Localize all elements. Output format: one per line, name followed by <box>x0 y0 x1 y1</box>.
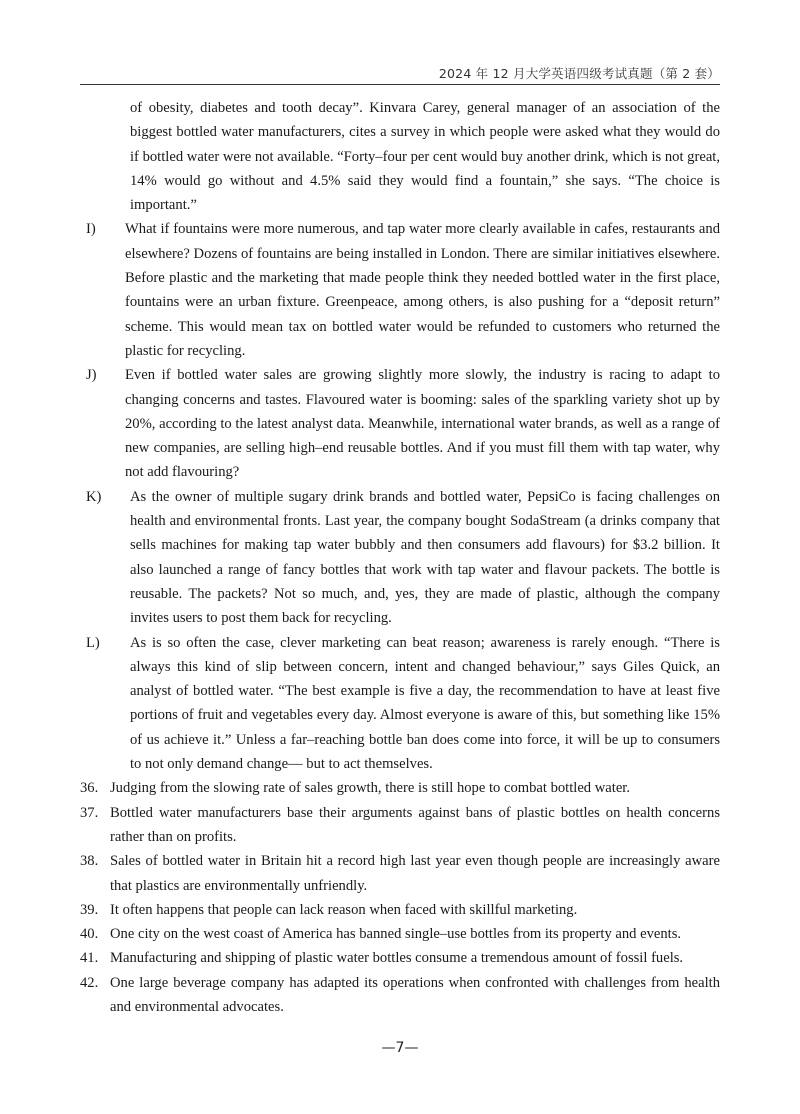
page-number: —7— <box>381 1040 419 1056</box>
paragraph-label: I) <box>86 221 96 238</box>
question-text: Bottled water manufacturers base their arguments against bans of plastic bottles on health concerns rather than on profits. <box>110 804 720 845</box>
question-42 <box>80 971 720 1020</box>
question-text: Judging from the slowing rate of sales growth, there is still hope to combat bottled water. <box>110 780 631 797</box>
question-number: 39. <box>80 901 99 918</box>
paragraph-label: J) <box>86 367 97 384</box>
header-title: 2024 年 12 月大学英语四级考试真题（第 2 套） <box>438 66 720 81</box>
paragraph-k <box>86 485 720 631</box>
question-36 <box>80 776 720 800</box>
paragraph-text: As is so often the case, clever marketing can beat reason; awareness is rarely enough. “There is always this kind of slip between concern, intent and changed behaviour,” says Giles Quick, an analyst of bottled water. “The best example is five a day, the recommendation to have at least five portions of fruit and vegetables every day. Almost everyone is aware of this, but something like 15% of us achieve it.” Unless a far–reaching bottle ban does come into force, it will be up to consumers to not only demand change— but to act themselves. <box>130 634 720 773</box>
paragraph-i <box>86 217 720 363</box>
document-body <box>0 96 800 1019</box>
continuation-paragraph: of obesity, diabetes and tooth decay”. Kinvara Carey, general manager of an association of the biggest bottled water manufacturers, cites a survey in which people were asked what they would do if bottled water were not available. “Forty–four per cent would buy another drink, which is not great, 14% would go without and 4.5% said they would find a fountain,” she says. “The choice is important.” <box>130 100 720 214</box>
paragraph-l <box>86 631 720 777</box>
question-39 <box>80 898 720 922</box>
question-number: 37. <box>80 804 99 821</box>
question-number: 38. <box>80 853 99 870</box>
paragraph-text: What if fountains were more numerous, and tap water more clearly available in cafes, restaurants and elsewhere? Dozens of fountains are being installed in London. There are similar initiatives elsewhere. Before plastic and the marketing that made people think they needed bottled water in the first place, fountains were an urban fixture. Greenpeace, among others, is also pushing for a “deposit return” scheme. This would mean tax on bottled water would be refunded to customers who returned the plastic for recycling. <box>125 221 720 359</box>
paragraph-label: L) <box>86 634 100 651</box>
page-header <box>80 64 720 85</box>
question-number: 36. <box>80 780 99 797</box>
paragraph-label: K) <box>86 488 102 505</box>
paragraph-text: As the owner of multiple sugary drink brands and bottled water, PepsiCo is facing challenges on health and environmental fronts. Last year, the company bought SodaStream (a drinks company that sells machines for making tap water bubbly and then consumers add flavours) for $3.2 billion. It also launched a range of fancy bottles that work with tap water and flavour packets. The bottle is reusable. The packets? Not so much, and, yes, they are made of plastic, although the company invites users to post them back for recycling. <box>130 488 720 627</box>
question-text: One city on the west coast of America has banned single–use bottles from its property and events. <box>110 926 682 943</box>
question-text: One large beverage company has adapted its operations when confronted with challenges from health and environmental advocates. <box>110 974 720 1015</box>
paragraph-text: Even if bottled water sales are growing slightly more slowly, the industry is racing to adapt to changing concerns and tastes. Flavoured water is booming: sales of the sparkling variety shot up by 20%, according to the latest analyst data. Meanwhile, international water brands, as well as a range of new companies, are selling high–end reusable bottles. And if you must fill them with tap water, why not add flavouring? <box>125 367 720 481</box>
paragraph-j <box>86 363 720 484</box>
question-37 <box>80 801 720 850</box>
question-text: Manufacturing and shipping of plastic water bottles consume a tremendous amount of fossil fuels. <box>110 950 684 967</box>
question-38 <box>80 849 720 898</box>
question-41 <box>80 946 720 970</box>
question-number: 40. <box>80 926 99 943</box>
question-40 <box>80 922 720 946</box>
question-text: Sales of bottled water in Britain hit a record high last year even though people are increasingly aware that plastics are environmentally unfriendly. <box>110 853 720 894</box>
question-text: It often happens that people can lack reason when faced with skillful marketing. <box>110 901 578 918</box>
question-number: 42. <box>80 974 99 991</box>
question-number: 41. <box>80 950 99 967</box>
